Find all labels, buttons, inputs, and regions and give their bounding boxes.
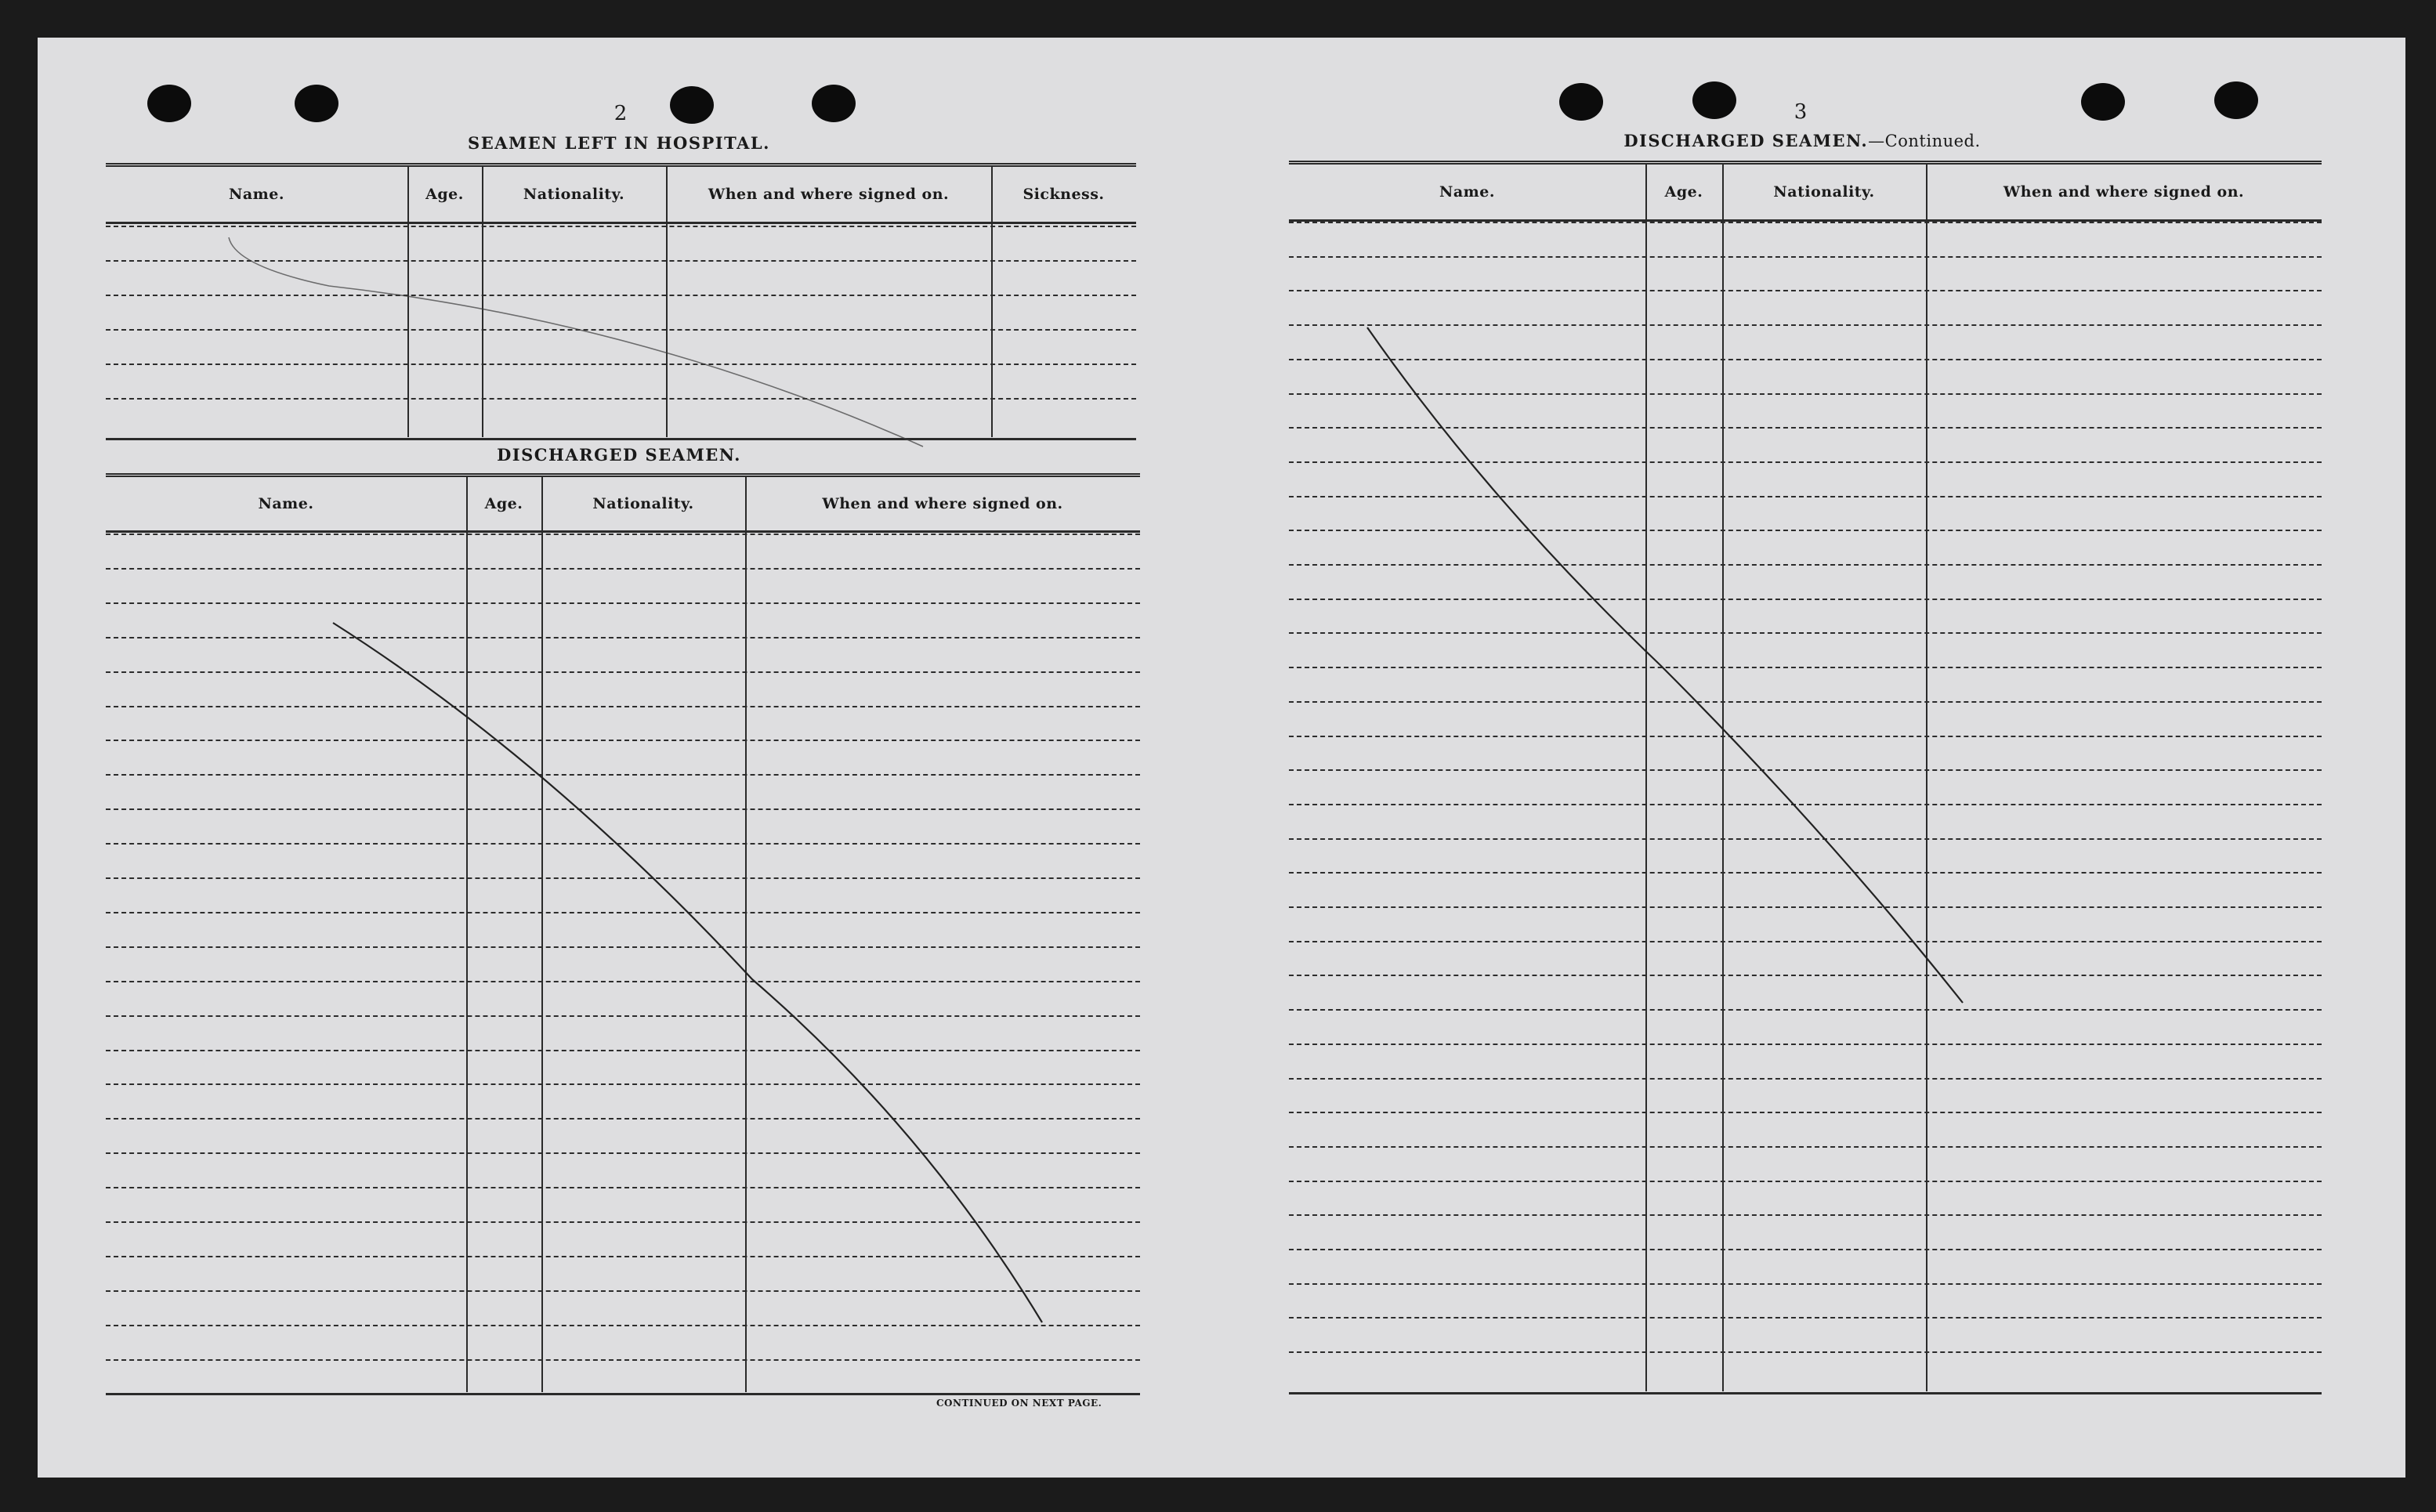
page-number-left: 2	[614, 102, 628, 125]
discharged-right-cancel-stroke	[1367, 327, 1963, 1003]
discharged-left-col-signed-on: When and where signed on.	[822, 495, 1063, 512]
discharged-right-col-nationality: Nationality.	[1773, 183, 1875, 201]
discharged-title-suffix: —Continued.	[1868, 132, 1981, 150]
page-number-right: 3	[1794, 100, 1808, 124]
discharged-right-col-name: Name.	[1439, 183, 1495, 201]
continued-footer: CONTINUED ON NEXT PAGE.	[936, 1398, 1102, 1409]
discharged-left-col-name: Name.	[258, 495, 314, 512]
hospital-col-signed-on: When and where signed on.	[708, 186, 950, 203]
discharged-left-col-nationality: Nationality.	[592, 495, 694, 512]
hospital-section-title: SEAMEN LEFT IN HOSPITAL.	[468, 133, 770, 153]
hospital-col-nationality: Nationality.	[523, 186, 625, 203]
hospital-col-sickness: Sickness.	[1023, 186, 1105, 203]
hospital-col-age: Age.	[425, 186, 464, 203]
discharged-right-col-age: Age.	[1664, 183, 1703, 201]
discharged-right-col-signed-on: When and where signed on.	[2003, 183, 2245, 201]
discharged-section-title-left: DISCHARGED SEAMEN.	[497, 445, 741, 465]
discharged-left-col-age: Age.	[484, 495, 523, 512]
hospital-col-name: Name.	[229, 186, 284, 203]
hospital-cancel-stroke	[229, 237, 923, 447]
discharged-title-right: DISCHARGED SEAMEN.	[1623, 131, 1869, 150]
discharged-left-cancel-stroke	[333, 623, 1042, 1322]
